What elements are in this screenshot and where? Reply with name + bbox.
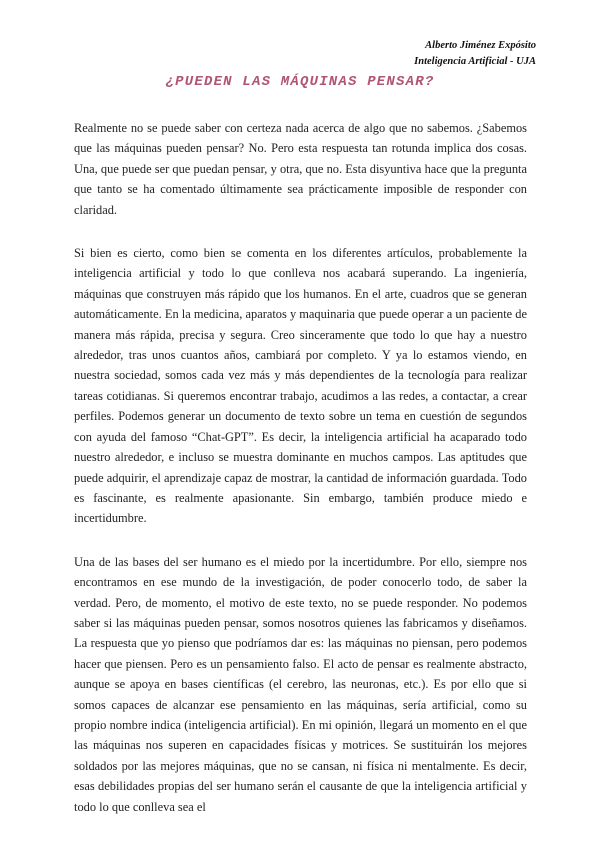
author-name: Alberto Jiménez Expósito [425,40,536,51]
document-body [74,118,527,840]
paragraph-1: Realmente no se puede saber con certeza nada acerca de algo que no sabemos. ¿Sabemos que las máquinas pueden pensar? No. Pero esta respuesta tan rotunda implica dos cosas. Una, que puede ser que puedan pensar, y otra, que no. Esta disyuntiva hace que la pregunta que tanto se ha comentado últimamente sea prácticamente imposible de responder con claridad. [74,121,527,217]
paragraph-2: Si bien es cierto, como bien se comenta en los diferentes artículos, probablemente la inteligencia artificial y todo lo que conlleva nos acabará superando. La ingeniería, máquinas que construyen más rápido que los humanos. En el arte, cuadros que se generan automáticamente. En la medicina, aparatos y maquinaria que puede operar a un paciente de manera más rápida, precisa y segura. Creo sinceramente que todo lo que hay a nuestro alrededor, tras unos cuantos años, cambiará por completo. Y ya lo estamos viendo, en nuestra sociedad, somos cada vez más y más dependientes de la tecnología para realizar tareas cotidianas. Si queremos encontrar trabajo, acudimos a las redes, a contactar, a crear perfiles. Podemos generar un documento de texto sobre un tema en cuestión de segundos con ayuda del famoso “Chat-GPT”. Es decir, la inteligencia artificial ha acaparado todo nuestro alrededor, e incluso se muestra dominante en muchos campos. Las aptitudes que puede adquirir, el aprendizaje capaz de mostrar, la cantidad de información guardada. Todo es fascinante, es realmente apasionante. Sin embargo, también produce miedo e incertidumbre. [74,246,527,526]
page-title: ¿PUEDEN LAS MÁQUINAS PENSAR? [165,74,435,90]
page-header [414,38,536,70]
paragraph-3: Una de las bases del ser humano es el miedo por la incertidumbre. Por ello, siempre nos encontramos en ese mundo de la investigación, de poder conocerlo todo, de saber la verdad. Pero, de momento, el motivo de este texto, no se puede responder. No podemos saber si las máquinas pueden pensar, somos nosotros quienes las fabricamos y diseñamos. La respuesta que yo pienso que podríamos dar es: las máquinas no piensan, pero podemos hacer que piensen. Pero es un pensamiento falso. El acto de pensar es realmente abstracto, aunque se apoya en bases científicas (el cerebro, las neuronas, etc.). Es por ello que si somos capaces de alcanzar ese pensamiento en las máquinas, sería artificial, como su propio nombre indica (inteligencia artificial). En mi opinión, llegará un momento en el que las máquinas nos superen en capacidades físicas y motrices. Se sustituirán los mejores soldados por las mejores máquinas, que no se cansan, ni física ni mentalmente. Es decir, esas debilidades propias del ser humano serán el causante de que la inteligencia artificial y todo lo que conlleva sea el [74,554,527,814]
affiliation: Inteligencia Artificial - UJA [414,56,536,67]
